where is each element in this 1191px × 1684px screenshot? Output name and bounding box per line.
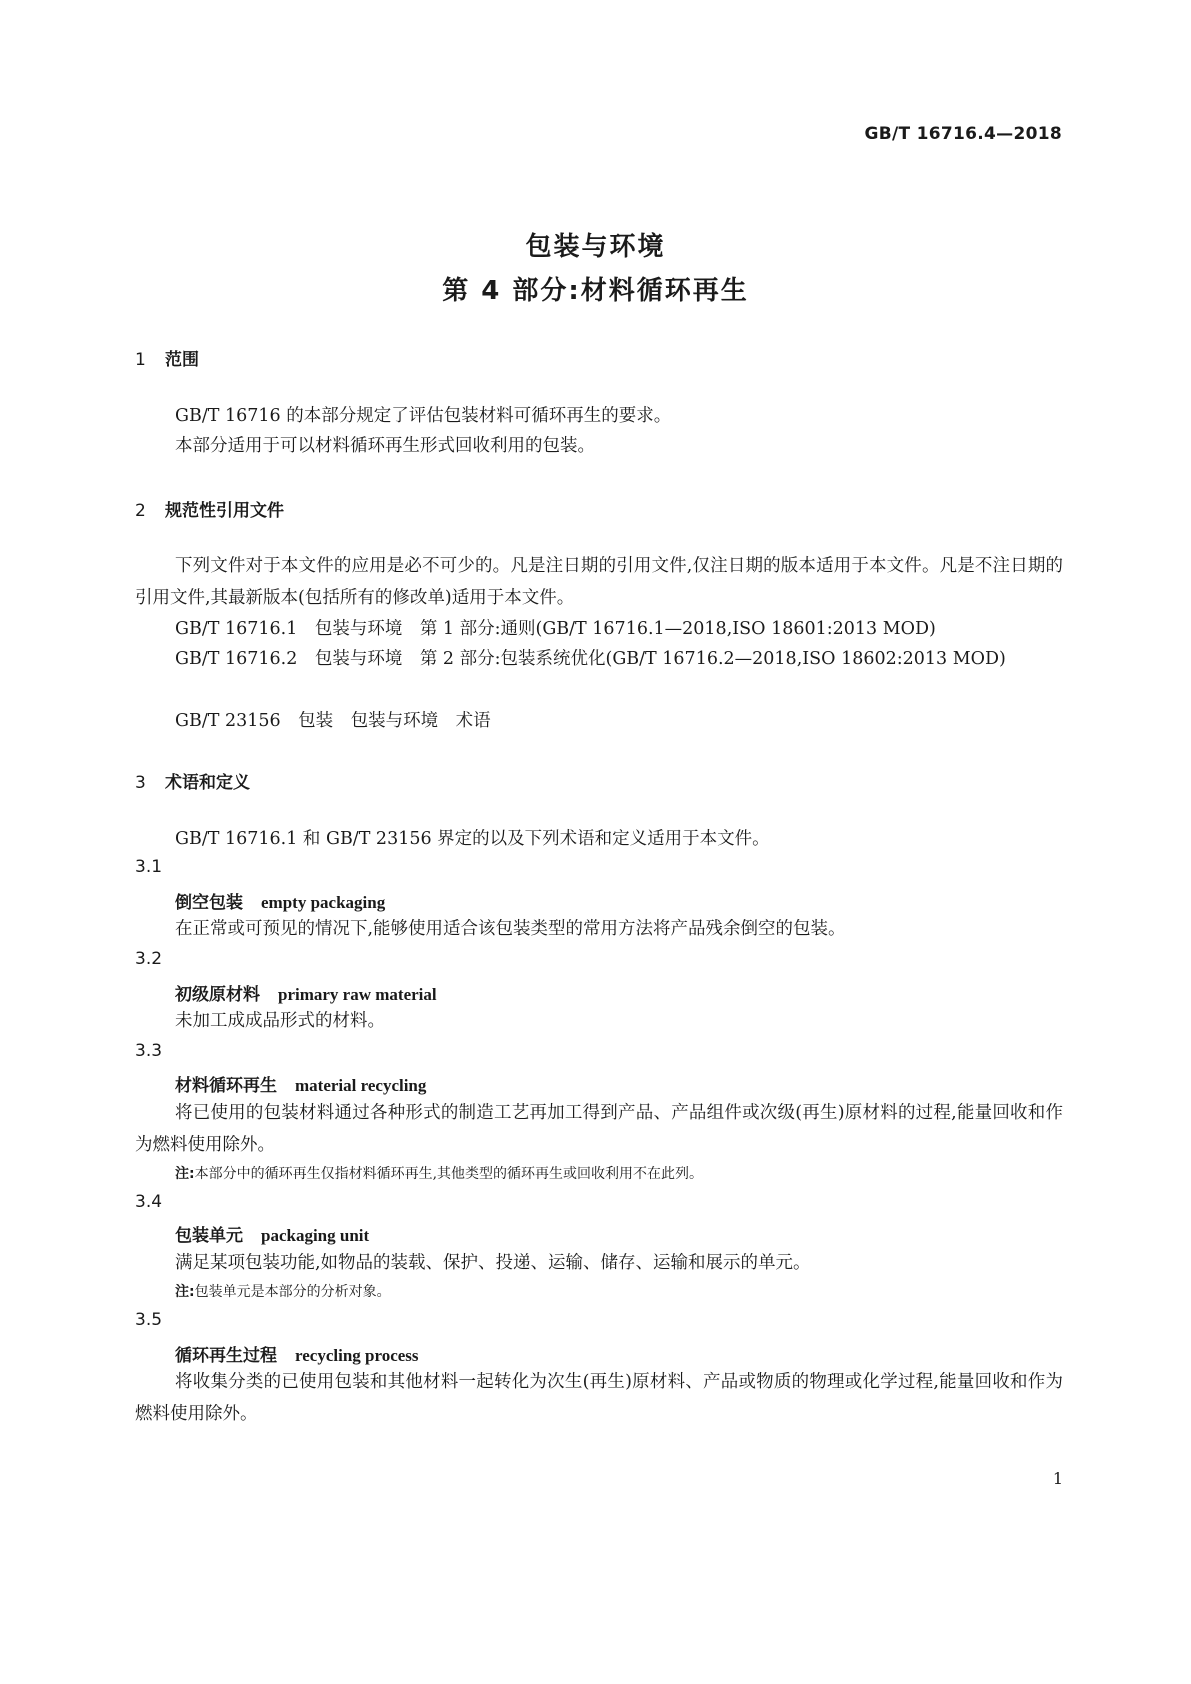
clause-number: 3.3 [135, 1041, 163, 1061]
scope-paragraph-2 [135, 430, 1063, 462]
term-heading [175, 888, 385, 913]
definition-text: 满足某项包装功能,如物品的装载、保护、投递、运输、储存、运输和展示的单元。 [175, 1253, 811, 1273]
document-subtitle: 第 4 部分:材料循环再生 [442, 276, 749, 306]
clause-number: 3.2 [135, 949, 163, 969]
term-chinese: 初级原材料 [175, 985, 260, 1005]
note-label: 注: [175, 1284, 195, 1300]
definition-text: 将已使用的包装材料通过各种形式的制造工艺再加工得到产品、产品组件或次级(再生)原材料的过程,能量回收和作为燃料使用除外。 [135, 1103, 1063, 1155]
section-heading-scope [135, 345, 199, 370]
term-heading [175, 1221, 369, 1246]
term-english: primary raw material [278, 985, 437, 1004]
term-chinese: 倒空包装 [175, 893, 243, 913]
term-chinese: 循环再生过程 [175, 1346, 277, 1366]
section-title: 范围 [165, 350, 199, 370]
clause-number: 3.5 [135, 1310, 163, 1330]
note-text: 本部分中的循环再生仅指材料循环再生,其他类型的循环再生或回收利用不在此列。 [194, 1166, 704, 1182]
references-intro [135, 550, 1063, 614]
definition-text: 未加工成成品形式的材料。 [175, 1011, 385, 1031]
paragraph-text: 本部分适用于可以材料循环再生形式回收利用的包装。 [175, 436, 595, 456]
terms-intro [135, 823, 1063, 855]
term-note [175, 1163, 703, 1183]
paragraph-text: GB/T 16716 的本部分规定了评估包装材料可循环再生的要求。 [175, 406, 672, 426]
section-title: 规范性引用文件 [165, 501, 284, 521]
term-definition [135, 1366, 1063, 1430]
note-text: 包装单元是本部分的分析对象。 [194, 1284, 391, 1300]
section-heading-terms [135, 768, 250, 793]
paragraph-text: GB/T 16716.1 和 GB/T 23156 界定的以及下列术语和定义适用于本文件。 [175, 829, 770, 849]
reference-text: GB/T 23156 包装 包装与环境 术语 [175, 711, 491, 731]
term-heading [175, 980, 437, 1005]
clause-number: 3.1 [135, 857, 163, 877]
note-label: 注: [175, 1166, 195, 1182]
definition-text: 将收集分类的已使用包装和其他材料一起转化为次生(再生)原材料、产品或物质的物理或化学过程,能量回收和作为燃料使用除外。 [135, 1372, 1063, 1424]
paragraph-text: 下列文件对于本文件的应用是必不可少的。凡是注日期的引用文件,仅注日期的版本适用于本文件。凡是不注日期的引用文件,其最新版本(包括所有的修改单)适用于本文件。 [135, 556, 1063, 608]
reference-text: GB/T 16716.2 包装与环境 第 2 部分:包装系统优化(GB/T 16716.2—2018,ISO 18602:2013 MOD) [175, 649, 1006, 669]
section-title: 术语和定义 [165, 773, 250, 793]
term-english: recycling process [295, 1346, 419, 1365]
reference-text: GB/T 16716.1 包装与环境 第 1 部分:通则(GB/T 16716.1—2018,ISO 18601:2013 MOD) [175, 619, 936, 639]
reference-item-2 [135, 643, 1063, 675]
document-title: 包装与环境 [525, 232, 666, 262]
term-definition [135, 1097, 1063, 1161]
term-chinese: 材料循环再生 [175, 1076, 277, 1096]
standard-code: GB/T 16716.4—2018 [864, 124, 1062, 144]
section-number: 2 [135, 501, 146, 521]
term-heading [175, 1341, 419, 1366]
term-definition [135, 1247, 1063, 1279]
term-chinese: 包装单元 [175, 1226, 243, 1246]
term-heading [175, 1071, 426, 1096]
term-english: empty packaging [261, 893, 386, 912]
section-heading-normative-references [135, 496, 284, 521]
section-number: 1 [135, 350, 146, 370]
clause-number: 3.4 [135, 1192, 163, 1212]
scope-paragraph-1 [135, 400, 1063, 432]
term-english: material recycling [295, 1076, 427, 1095]
reference-item-3 [135, 705, 1063, 737]
term-definition [135, 1005, 1063, 1037]
term-english: packaging unit [261, 1226, 370, 1245]
definition-text: 在正常或可预见的情况下,能够使用适合该包装类型的常用方法将产品残余倒空的包装。 [175, 919, 846, 939]
reference-item-1 [135, 613, 1063, 645]
page-number: 1 [1052, 1469, 1063, 1488]
section-number: 3 [135, 773, 146, 793]
term-definition [135, 913, 1063, 945]
term-note [175, 1281, 391, 1301]
